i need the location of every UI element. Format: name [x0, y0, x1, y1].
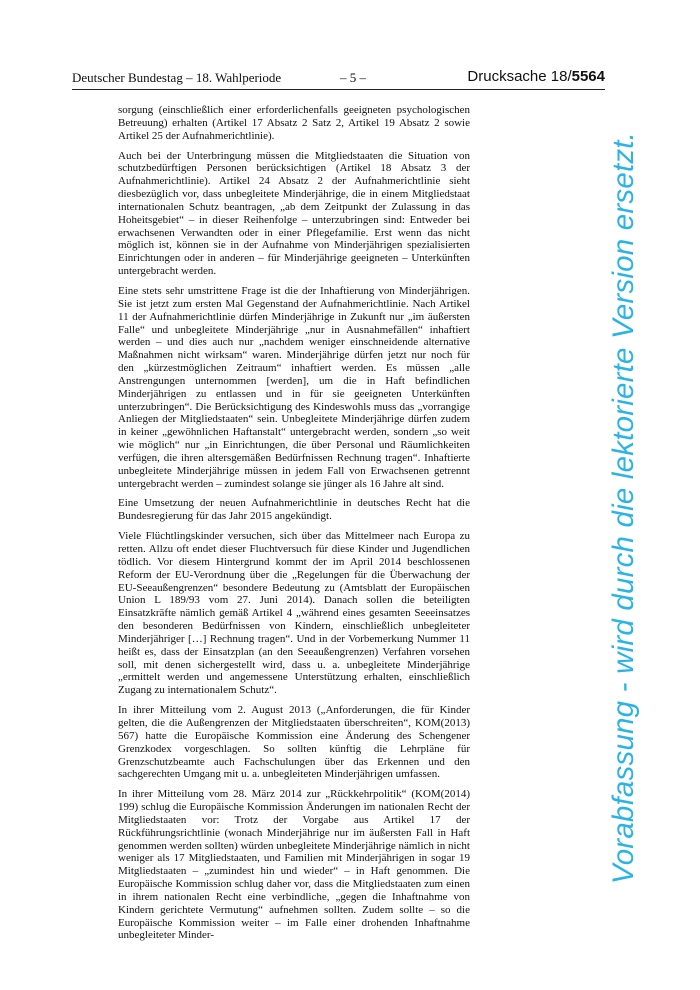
paragraph: sorgung (einschließlich einer erforderlichenfalls geeigneten psychologischen Betreuung) erhalten (Artikel 17 Absatz 2 Satz 2, Artikel 19 Absatz 2 sowie Artikel 25 der Aufnahmerichtlinie).: [118, 104, 470, 142]
paragraph: In ihrer Mitteilung vom 28. März 2014 zur „Rückkehrpolitik“ (KOM(2014) 199) schlug die Europäische Kommission Änderungen im nationalen Recht der Mitgliedstaaten vor: Trotz der Vorgabe aus Artikel 17 der Rückführungsrichtlinie (wonach Minderjährige nur im äußersten Fall in Haft genommen werden sollten) würden unbegleitete Minderjährige nämlich in nicht weniger als 17 Mitgliedstaaten, und Familien mit Minderjährigen in sogar 19 Mitgliedstaaten – „zumindest hin und wieder“ – in Haft genommen. Die Europäische Kommission schlug daher vor, dass die Mitgliedstaaten zum einen in ihrem nationalen Recht eine verbindliche, „gegen die Inhaftnahme von Kindern gerichtete Vermutung“ aufnehmen sollten. Zudem sollte – so die Europäische Kommission weiter – im Falle einer drohenden Inhaftnahme unbegleiteter Minder-: [118, 788, 470, 942]
document-id: 5564: [571, 68, 605, 85]
body-text: [118, 104, 470, 949]
paragraph: Auch bei der Unterbringung müssen die Mitgliedstaaten die Situation von schutzbedürftigen Personen berücksichtigen (Artikel 18 Absatz 3 der Aufnahmerichtlinie). Artikel 24 Absatz 2 der Aufnahmerichtlinie sieht diesbezüglich vor, dass unbegleitete Minderjährige, die in einem Mitgliedstaat internationalen Schutz beantragen, „ab dem Zeitpunkt der Zulassung in das Hoheitsgebiet“ – in dieser Reihenfolge – unterzubringen sind: Entweder bei erwachsenen Verwandten oder in einer Pflegefamilie. Erst wenn das nicht möglich ist, können sie in der Aufnahme von Minderjährigen spezialisierten Einrichtungen oder in anderen – für Minderjährige geeigneten – Unterkünften untergebracht werden.: [118, 149, 470, 278]
paragraph: Viele Flüchtlingskinder versuchen, sich über das Mittelmeer nach Europa zu retten. Allzu oft endet dieser Fluchtversuch für diese Kinder und Jugendlichen tödlich. Vor diesem Hintergrund kommt der im April 2014 beschlossenen Reform der EU-Verordnung über die „Regelungen für die Überwachung der EU-Seeaußengrenzen“ besondere Bedeutung zu (Amtsblatt der Europäischen Union L 189/93 vom 27. Juni 2014). Danach sollen die beteiligten Einsatzkräfte nämlich gemäß Artikel 4 „während eines gesamten Seeeinsatzes den besonderen Bedürfnissen von Kindern, einschließlich unbegleiteter Minderjähriger […] Rechnung tragen“. Und in der Vorbemerkung Nummer 11 heißt es, dass der Einsatzplan (an den Seeaußengrenzen) Verfahren vorsehen soll, mit denen sichergestellt wird, dass u. a. unbegleitete Minderjährige „ermittelt werden und angemessene Unterstützung erhalten, einschließlich Zugang zu internationalem Schutz“.: [118, 530, 470, 697]
paragraph: In ihrer Mitteilung vom 2. August 2013 („Anforderungen, die für Kinder gelten, die die Außengrenzen der Mitgliedstaaten überschreiten“, KOM(2013) 567) hatte die Europäische Kommission eine Änderung des Schengener Grenzkodex vorgeschlagen. So sollten künftig die Lehrpläne für Grenzschutzbeamte auch Fachschulungen über das Erkennen und den sachgerechten Umgang mit u. a. unbegleiteten Minderjährigen umfassen.: [118, 704, 470, 781]
parliament-term: Deutscher Bundestag – 18. Wahlperiode: [72, 70, 282, 85]
paragraph: Eine Umsetzung der neuen Aufnahmerichtlinie in deutsches Recht hat die Bundesregierung für das Jahr 2015 angekündigt.: [118, 497, 470, 523]
page-header: [72, 70, 605, 88]
draft-watermark: [560, 108, 688, 908]
paragraph: Eine stets sehr umstrittene Frage ist die der Inhaftierung von Minderjährigen. Sie ist jetzt zum ersten Mal Gegenstand der Aufnahmerichtlinie. Nach Artikel 11 der Aufnahmerichtlinie dürfen Minderjährige in Zukunft nur „im äußersten Falle“ und unbegleitete Minderjährige „nur in Ausnahmefällen“ inhaftiert werden – und dies auch nur „nachdem weniger einschneidende alternative Maßnahmen nicht wirksam“ waren. Minderjährige dürfen jetzt nur noch für den „kürzestmöglichen Zeitraum“ inhaftiert werden. Es müssen „alle Anstrengungen unternommen [werden], um die in Haft befindlichen Minderjährigen zu entlassen und in für sie geeigneten Unterkünften unterzubringen“. Die Berücksichtigung des Kindeswohls muss das „vorrangige Anliegen der Mitgliedstaaten“ sein. Unbegleitete Minderjährige dürfen zudem in keiner „gewöhnlichen Haftanstalt“ untergebracht werden, sondern „so weit wie möglich“ nur „in Einrichtungen, die über Personal und Räumlichkeiten verfügen, die ihren altersgemäßen Bedürfnissen Rechnung tragen“. Inhaftierte unbegleitete Minderjährige müssen in jedem Fall von Erwachsenen getrennt untergebracht werden – zumindest solange sie jünger als 16 Jahre alt sind.: [118, 284, 470, 490]
header-rule: [72, 89, 605, 90]
document-number: [467, 68, 605, 85]
watermark-text: Vorabfassung - wird durch die lektorierte Version ersetzt.: [607, 131, 640, 885]
document-label: Drucksache 18/: [467, 68, 572, 85]
page-number: – 5 –: [340, 70, 366, 85]
